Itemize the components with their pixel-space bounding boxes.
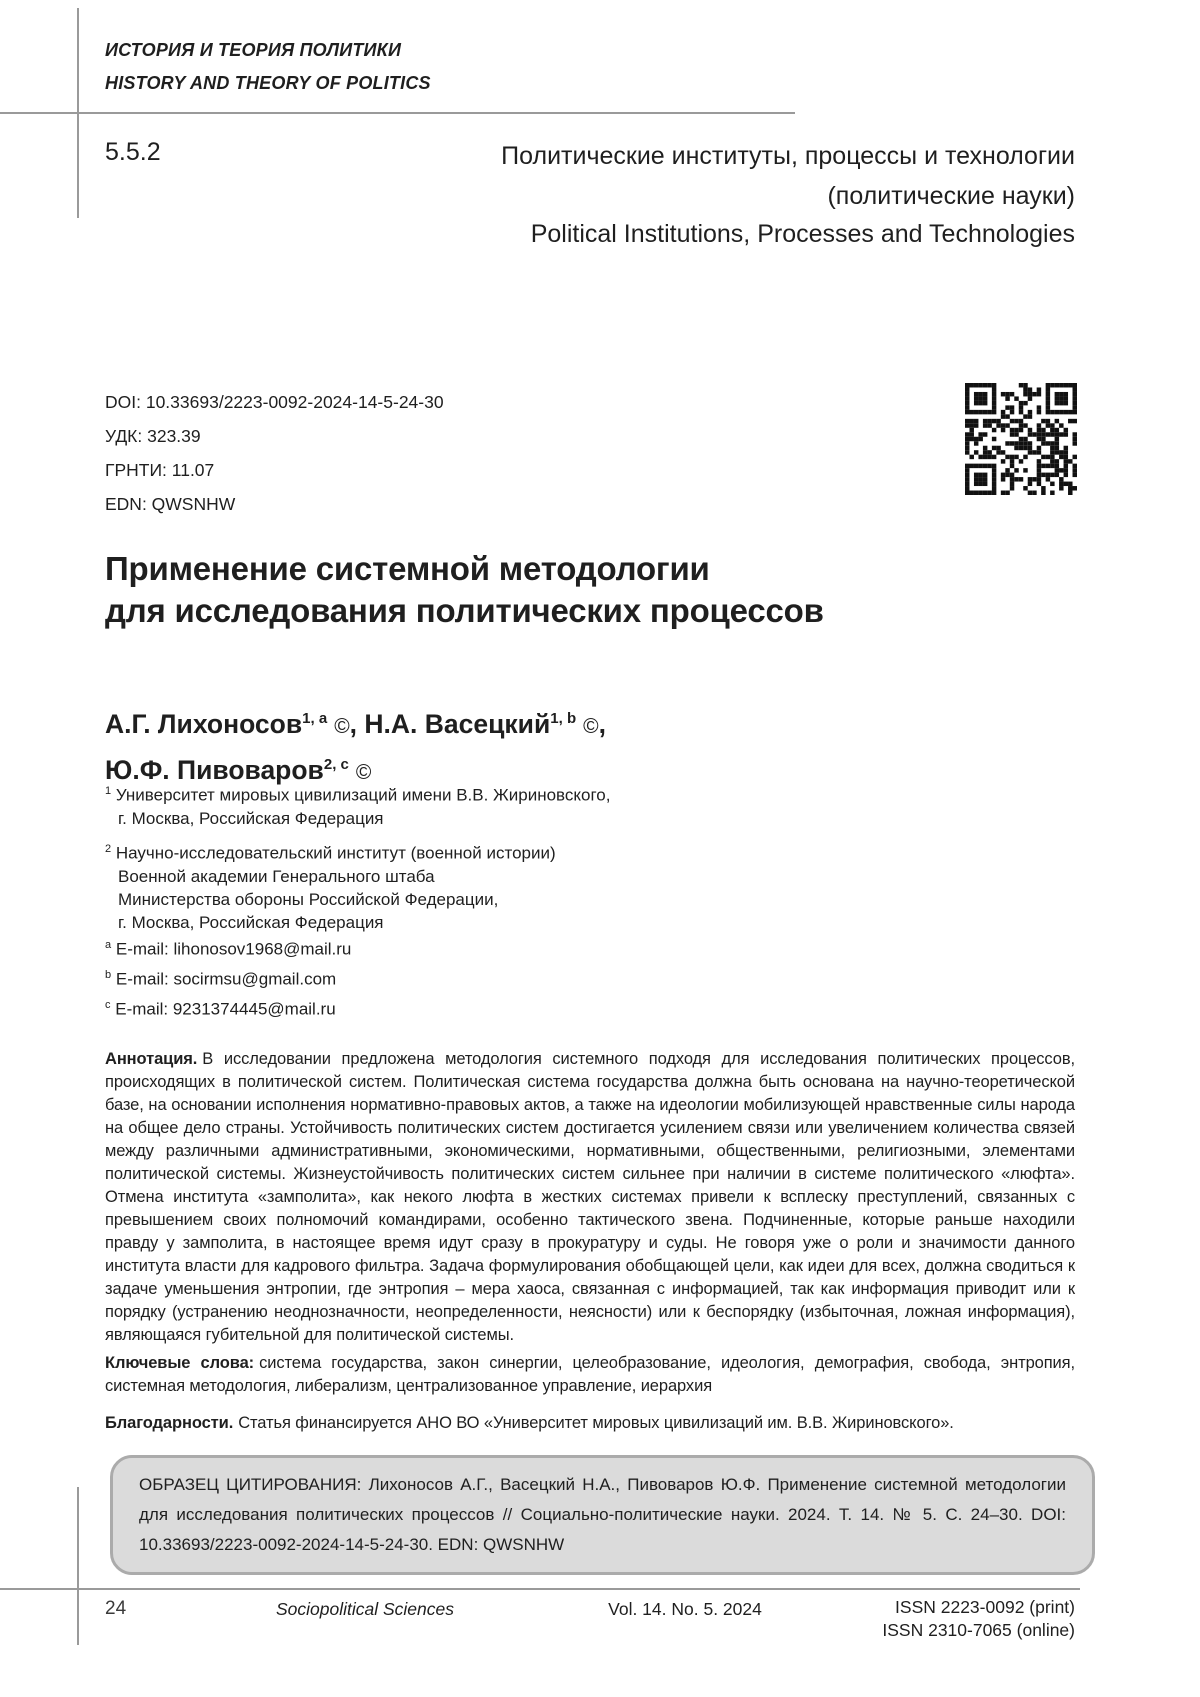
authors-block (105, 700, 606, 792)
author-name: Н.А. Васецкий (364, 708, 551, 739)
author-separator: , (349, 708, 365, 739)
email-sup: a (105, 939, 112, 951)
abstract-label: Аннотация. (105, 1050, 198, 1068)
affiliation-line: Университет мировых цивилизаций имени В.В. Жириновского, (115, 785, 611, 805)
email-text: E-mail: 9231374445@mail.ru (115, 999, 336, 1019)
rubric-en: HISTORY AND THEORY OF POLITICS (105, 73, 431, 93)
doi-line: DOI: 10.33693/2223-0092-2024-14-5-24-30 (105, 392, 444, 412)
author-affiliation-sup: 1, b (550, 710, 577, 727)
acknowledgments (105, 1412, 1075, 1435)
affiliation-line: Научно-исследовательский институт (военной истории) (115, 843, 556, 863)
running-head (105, 34, 431, 100)
email-sup: c (105, 999, 111, 1011)
section-code: 5.5.2 (105, 138, 161, 166)
header-divider-rule (0, 112, 795, 114)
email-text: E-mail: socirmsu@gmail.com (115, 969, 337, 989)
affiliation-line: г. Москва, Российская Федерация (118, 808, 384, 828)
footer-volume-issue: Vol. 14. No. 5. 2024 (608, 1599, 762, 1619)
keywords-text: система государства, закон синергии, целеобразование, идеология, демография, свобода, энтропия, системная методология, либерализм, централизованное управление, иерархия (105, 1354, 1075, 1395)
authors-line1 (105, 700, 606, 746)
left-margin-rule-bottom (77, 1487, 79, 1645)
email-a (105, 934, 351, 961)
author-affiliation-sup: 2, c (323, 755, 349, 773)
footer-issn (882, 1596, 1075, 1642)
edn-line: EDN: QWSNHW (105, 494, 236, 514)
keywords-label: Ключевые слова: (105, 1354, 255, 1372)
email-sup: b (105, 969, 112, 981)
udk-line: УДК: 323.39 (105, 426, 201, 446)
citation-box (110, 1455, 1095, 1575)
acknowledgments-label: Благодарности. (105, 1414, 234, 1432)
rubric-ru: ИСТОРИЯ И ТЕОРИЯ ПОЛИТИКИ (105, 40, 402, 60)
acknowledgments-text: Статья финансируется АНО ВО «Университет мировых цивилизаций им. В.В. Жириновского». (238, 1414, 954, 1432)
orcid-mark-icon: © (355, 760, 372, 784)
orcid-mark-icon: © (334, 714, 350, 738)
article-title-line1: Применение системной методологии (105, 550, 710, 587)
issn-print: ISSN 2223-0092 (print) (895, 1597, 1075, 1617)
section-title-en: Political Institutions, Processes and Technologies (530, 220, 1075, 248)
footer-divider-rule (0, 1588, 1080, 1590)
grnti-line: ГРНТИ: 11.07 (105, 460, 215, 480)
article-identifiers (105, 385, 444, 521)
citation-text: Лихоносов А.Г., Васецкий Н.А., Пивоваров Ю.Ф. Применение системной методологии для исследования политических процессов // Социально-политические науки. 2024. Т. 14. № 5. С. 24–30. DOI: 10.33693/2223-0092-2024-14-5-24-30. EDN: QWSNHW (139, 1475, 1066, 1554)
email-c (105, 994, 336, 1021)
author-separator: , (598, 708, 606, 739)
citation-label: ОБРАЗЕЦ ЦИТИРОВАНИЯ: (139, 1475, 362, 1494)
author-name: А.Г. Лихоносов (105, 708, 303, 739)
affiliation-sup: 1 (105, 785, 112, 797)
orcid-mark-icon: © (583, 714, 599, 738)
abstract-text: В исследовании предложена методология системного подходя для исследования политических процессов, происходящих в политической систем. Политическая система государства должна быть основана на научно-теоретической базе, на основании исполнения нормативно-правовых актов, а также на идеологии мобилизующей нравственные силы народа на общее дело страны. Устойчивость политических систем достигается усилением связи или увеличением количества связей между различными административными, экономическими, нормативными, общественными, религиозными, элементами политической системы. Жизнеустойчивость политических систем сильнее при наличии в системе политического «люфта». Отмена института «замполита», как некого люфта в жестких системах привели к всплеску преступлений, связанных с превышением своих полномочий командирами, особенно тактического звена. Подчиненные, которые раньше находили правду у замполита, в настоящее время идут сразу в прокуратуру и суды. Не говоря уже о роли и значимости данного института власти для кадрового фильтра. Задача формулирования обобщающей цели, как идеи для всех, должна сводиться к задаче уменьшения энтропии, где энтропия – мера хаоса, связанная с информацией, так как информация приводит или к порядку (устранению неоднозначности, неопределенности, неясности) или к беспорядку (избыточная, ложная информация), являющаяся губительной для политической системы. (105, 1050, 1075, 1344)
email-text: E-mail: lihonosov1968@mail.ru (115, 939, 352, 959)
section-title-ru-line1: Политические институты, процессы и технологии (501, 142, 1075, 170)
author-name: Ю.Ф. Пивоваров (105, 754, 324, 785)
page-number: 24 (105, 1598, 127, 1619)
article-title-line2: для исследования политических процессов (105, 592, 824, 629)
affiliation-line: г. Москва, Российская Федерация (118, 912, 384, 932)
section-title-ru (501, 136, 1075, 216)
affiliation-2 (105, 838, 556, 934)
footer-journal-title: Sociopolitical Sciences (275, 1599, 454, 1619)
article-title (105, 548, 824, 632)
section-title-ru-line2: (политические науки) (827, 182, 1075, 210)
affiliation-line: Военной академии Генерального штаба (118, 866, 435, 886)
email-b (105, 964, 336, 991)
affiliation-1 (105, 780, 610, 830)
keywords (105, 1352, 1075, 1398)
author-affiliation-sup: 1, a (302, 710, 328, 727)
issn-online: ISSN 2310-7065 (online) (882, 1620, 1075, 1640)
abstract (105, 1048, 1075, 1347)
affiliation-line: Министерства обороны Российской Федерации, (118, 889, 499, 909)
qr-code-icon (965, 383, 1077, 495)
affiliation-sup: 2 (105, 843, 112, 855)
